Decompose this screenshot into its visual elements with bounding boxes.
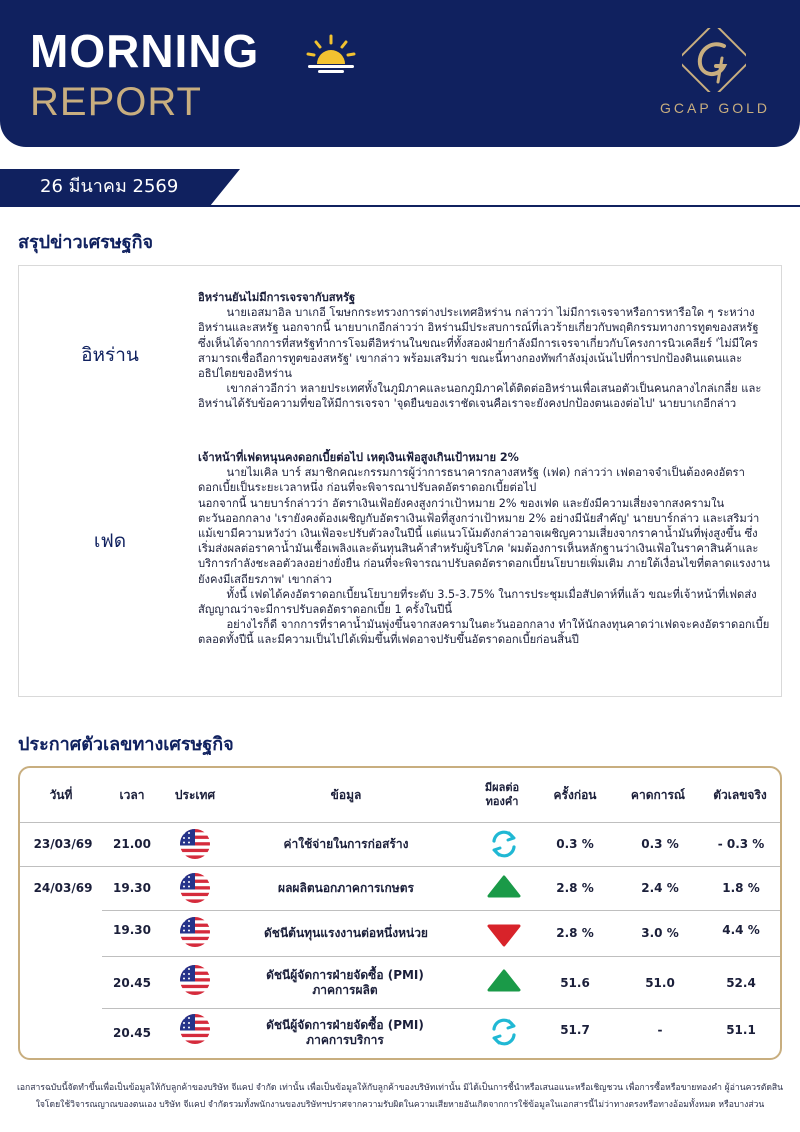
table-row-previous: 0.3 % (556, 836, 594, 851)
column-header-date: วันที่ (49, 788, 73, 802)
news-body-iran (198, 290, 770, 412)
up-triangle-icon (486, 968, 522, 994)
news-headline: เจ้าหน้าที่เฟดหนุนคงดอกเบี้ยต่อไป เหตุเงินเฟ้อสูงเกินเป้าหมาย 2% (198, 451, 519, 464)
table-row-forecast: 51.0 (645, 975, 675, 990)
news-section-title: สรุปข่าวเศรษฐกิจ (18, 232, 154, 253)
column-header-data: ข้อมูล (330, 788, 362, 802)
news-paragraph: ทั้งนี้ เฟดได้คงอัตราดอกเบี้ยนโยบายที่ระดับ 3.5-3.75% ในการประชุมเมื่อสัปดาห์ที่แล้ว ขณะที่เจ้าหน้าที่เฟดส่งสัญญาณว่าจะมีการปรับลดอัตราดอกเบี้ย 1 ครั้งในปีนี้ (198, 587, 757, 617)
us-flag-icon (180, 1014, 210, 1044)
down-triangle-icon (486, 922, 522, 948)
table-row-previous: 2.8 % (556, 880, 594, 895)
table-row-data: ผลผลิตนอกภาคการเกษตร (278, 880, 414, 895)
column-header-previous: ครั้งก่อน (553, 788, 597, 802)
report-date: 26 มีนาคม 2569 (40, 176, 179, 197)
neutral-cycle-icon (488, 828, 520, 860)
column-header-gold-impact: มีผลต่อทองคำ (484, 781, 520, 808)
news-headline: อิหร่านยันไม่มีการเจรจากับสหรัฐ (198, 291, 356, 304)
report-title-report: REPORT (30, 80, 202, 124)
date-bar-accent (210, 169, 240, 206)
news-paragraph: เขากล่าวอีกว่า หลายประเทศทั้งในภูมิภาคและนอกภูมิภาคได้ติดต่ออิหร่านเพื่อเสนอตัวเป็นคนกลางไกล่เกลี่ย และอิหร่านได้รับข้อความที่ขอให้มีการเจรจา 'จุดยืนของเราชัดเจนคือเราจะยังคงปกป้องตนเองต่อไป' นายบาเกอีกล่าว (198, 382, 762, 411)
sun-icon (304, 34, 358, 74)
us-flag-icon (180, 917, 210, 947)
table-row-actual: 1.8 % (722, 880, 760, 895)
table-row-forecast: 3.0 % (641, 925, 679, 940)
table-row-forecast: 2.4 % (641, 880, 679, 895)
economic-calendar-table (18, 766, 782, 1060)
table-row-previous: 2.8 % (556, 925, 594, 940)
table-row-actual: 51.1 (726, 1022, 756, 1037)
table-row-data: ดัชนีต้นทุนแรงงานต่อหนึ่งหน่วย (264, 925, 428, 940)
disclaimer-text: เอกสารฉบับนี้จัดทำขึ้นเพื่อเป็นข้อมูลให้กับลูกค้าของบริษัท จีแคป จำกัด เท่านั้น เพื่อเป็นข้อมูลให้กับลูกค้าของบริษัทเท่านั้น มิได้เป็นการชี้นำหรือเสนอแนะหรือเชิญชวน เพื่อการซื้อหรือขายทองคำ ผู้อ่านควรตัดสินใจโดยใช้วิจารณญาณของตนเอง บริษัท จีแคป จำกัดรวมทั้งพนักงานของบริษัทฯปราศจากความรับผิดในความเสียหายอันเกิดจากการใช้ข้อมูลในเอกสารนี้ไม่ว่าทางตรงหรือทางอ้อมทั้งหมด หรือบางส่วน (16, 1083, 784, 1110)
table-row-date: 24/03/69 (33, 880, 93, 895)
table-row-date: 23/03/69 (33, 836, 93, 851)
table-row-actual: 4.4 % (722, 922, 760, 937)
column-header-time: เวลา (119, 788, 145, 802)
brand-name: GCAP GOLD (660, 100, 770, 116)
news-paragraph: นอกจากนี้ นายบาร์กล่าวว่า อัตราเงินเฟ้อยังคงสูงกว่าเป้าหมาย 2% ของเฟด และยังมีความเสี่ยงจากสงครามในตะวันออกกลาง 'เรายังคงต้องเผชิญกับอัตราเงินเฟ้อที่สูงกว่าเป้าหมาย 2% อย่างมีนัยสำคัญ' นายบาร์กล่าว และเสริมว่า แม้เขามีความหวังว่า เงินเฟ้อจะปรับตัวลงในปีนี้ แต่แนวโน้มดังกล่าวอาจเผชิญความเสี่ยงจากราคาน้ำมันที่พุ่งสูงขึ้น ซึ่งเริ่มส่งผลต่อราคาน้ำมันเชื้อเพลิงและต้นทุนสินค้าสำหรับผู้บริโภค 'ผมต้องการเห็นหลักฐานว่าเงินเฟ้อในราคาสินค้าและบริการกำลังชะลอตัวลงอย่างยั่งยืน ก่อนที่จะพิจารณาปรับลดอัตราดอกเบี้ยนโยบายเพิ่มเติม ภายใต้เงื่อนไขที่ตลาดแรงงานยังคงมีเสถียรภาพ' เขากล่าว (198, 496, 770, 586)
news-body-fed (198, 450, 770, 648)
table-row-time: 20.45 (113, 975, 151, 990)
report-header (0, 0, 800, 147)
table-row-previous: 51.6 (560, 975, 590, 990)
table-row-data: ดัชนีผู้จัดการฝ่ายจัดซื้อ (PMI) ภาคการผลิต (266, 968, 424, 997)
report-title-morning: MORNING (30, 25, 260, 77)
column-header-actual: ตัวเลขจริง (713, 788, 767, 802)
neutral-cycle-icon (488, 1016, 520, 1048)
news-paragraph: อย่างไรก็ดี จากการที่ราคาน้ำมันพุ่งขึ้นจากสงครามในตะวันออกกลาง ทำให้นักลงทุนคาดว่าเฟดจะคงอัตราดอกเบี้ยตลอดทั้งปีนี้ และมีความเป็นไปได้เพิ่มขึ้นที่เฟดอาจปรับขึ้นอัตราดอกเบี้ยก่อนสิ้นปี (198, 618, 770, 647)
table-row-time: 19.30 (113, 922, 151, 937)
column-header-country: ประเทศ (174, 788, 216, 802)
date-bar-underline (0, 205, 800, 207)
column-header-forecast: คาดการณ์ (630, 788, 686, 802)
table-row-actual: 52.4 (726, 975, 756, 990)
table-row-forecast: 0.3 % (641, 836, 679, 851)
table-row-time: 19.30 (113, 880, 151, 895)
table-row-time: 20.45 (113, 1025, 151, 1040)
table-row-data: ดัชนีผู้จัดการฝ่ายจัดซื้อ (PMI) ภาคการบริการ (266, 1018, 424, 1047)
news-paragraph: นายเอสมาอิล บาเกอี โฆษกกระทรวงการต่างประเทศอิหร่าน กล่าวว่า ไม่มีการเจรจาหรือการหารือใด ๆ ระหว่างอิหร่านและสหรัฐ นอกจากนี้ นายบาเกอีกล่าวว่า อิหร่านมีประสบการณ์ที่เลวร้ายเกี่ยวกับพฤติกรรมทางการทูตของสหรัฐ ซึ่งเห็นได้จากการที่สหรัฐทำการโจมตีอิหร่านในขณะที่ทั้งสองฝ่ายกำลังมีการเจรจาเกี่ยวกับโครงการนิวเคลียร์ 'ไม่มีใครสามารถเชื่อถือการทูตของสหรัฐ' เขากล่าว พร้อมเสริมว่า ขณะนี้ทางกองทัพกำลังมุ่งเน้นไปที่การปกป้องดินแดนและอธิปไตยของอิหร่าน (198, 306, 763, 381)
news-topic-iran: อิหร่าน (81, 344, 139, 366)
table-row-forecast: - (657, 1022, 663, 1037)
calendar-section-title: ประกาศตัวเลขทางเศรษฐกิจ (18, 734, 234, 755)
table-row-previous: 51.7 (560, 1022, 590, 1037)
us-flag-icon (180, 965, 210, 995)
news-topic-fed: เฟด (93, 530, 127, 552)
table-row-time: 21.00 (113, 836, 151, 851)
us-flag-icon (180, 829, 210, 859)
up-triangle-icon (486, 874, 522, 900)
gcap-logo-icon (682, 28, 746, 92)
us-flag-icon (180, 873, 210, 903)
table-row-data: ค่าใช้จ่ายในการก่อสร้าง (283, 836, 409, 851)
table-row-actual: - 0.3 % (717, 836, 765, 851)
row-divider (102, 956, 780, 957)
news-paragraph: นายไมเคิล บาร์ สมาชิกคณะกรรมการผู้ว่าการธนาคารกลางสหรัฐ (เฟด) กล่าวว่า เฟดอาจจำเป็นต้องคงอัตราดอกเบี้ยเป็นระยะเวลาหนึ่ง ก่อนที่จะพิจารณาปรับลดอัตราดอกเบี้ยต่อไป (198, 466, 745, 495)
